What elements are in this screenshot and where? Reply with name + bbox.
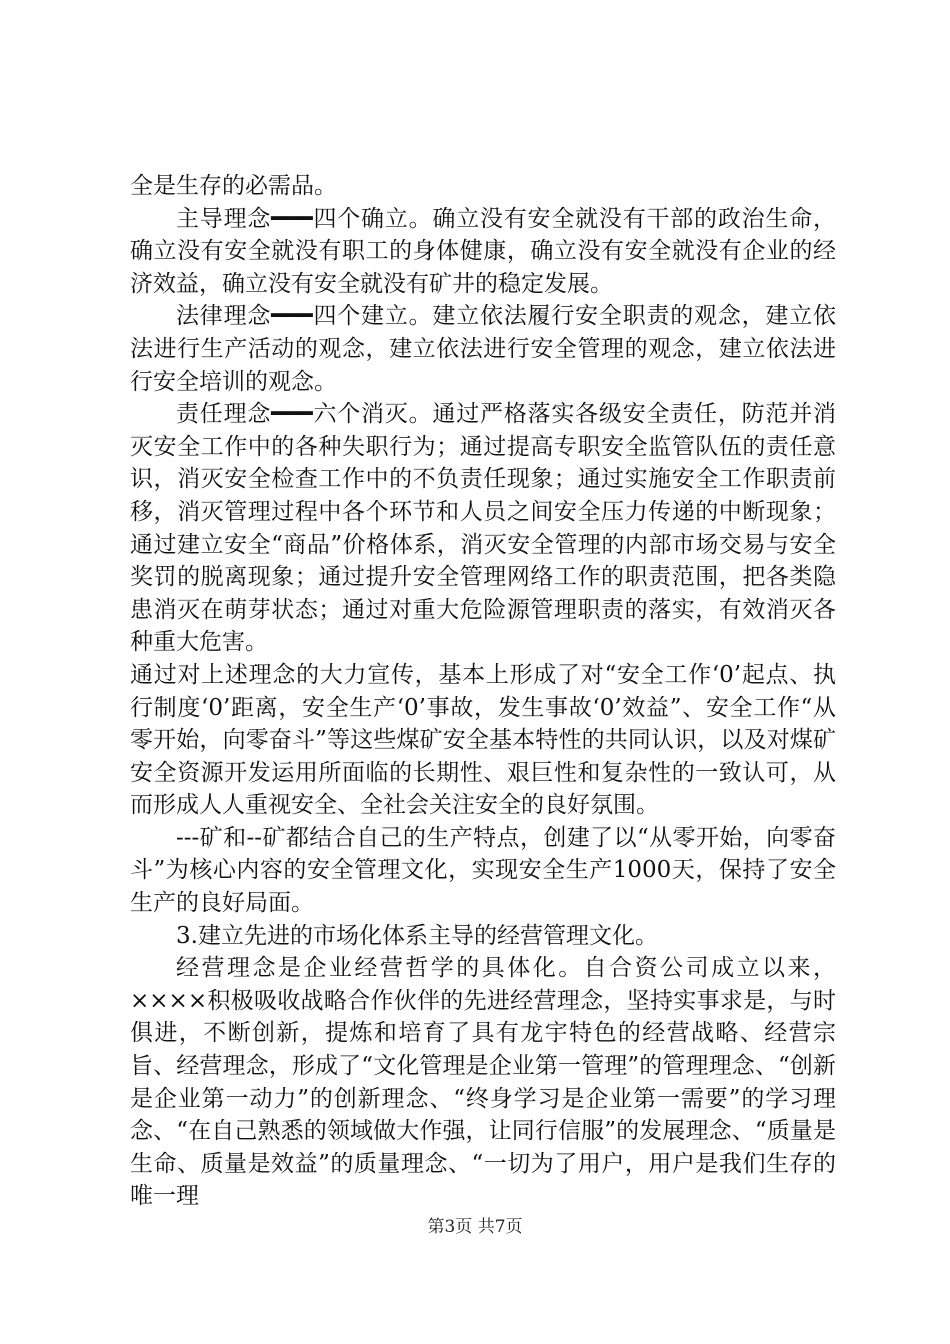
document-body <box>130 170 836 1213</box>
paragraph-8: 经营理念是企业经营哲学的具体化。自合资公司成立以来，××××积极吸收战略合作伙伴的先进经营理念，坚持实事求是，与时俱进，不断创新，提炼和培育了具有龙宇特色的经营战略、经营宗旨、经营理念，形成了“文化管理是企业第一管理”的管理理念、“创新是企业第一动力”的创新理念、“终身学习是企业第一需要”的学习理念、“在自己熟悉的领域做大作强，让同行信服”的发展理念、“质量是生命、质量是效益”的质量理念、“一切为了用户，用户是我们生存的唯一理 <box>130 955 836 1210</box>
paragraph-4: 责任理念━━━六个消灭。通过严格落实各级安全责任，防范并消灭安全工作中的各种失职行为；通过提高专职安全监管队伍的责任意识，消灭安全检查工作中的不负责任现象；通过实施安全工作职责前移，消灭管理过程中各个环节和人员之间安全压力传递的中断现象；通过建立安全“商品”价格体系，消灭安全管理的内部市场交易与安全奖罚的脱离现象；通过提升安全管理网络工作的职责范围，把各类隐患消灭在萌芽状态；通过对重大危险源管理职责的落实，有效消灭各种重大危害。 <box>130 401 836 656</box>
paragraph-1: 全是生存的必需品。 <box>130 173 337 199</box>
paragraph-5: 通过对上述理念的大力宣传，基本上形成了对“安全工作‘0’起点、执行制度‘0’距离，安全生产‘0’事故，发生事故‘0’效益”、安全工作“从零开始，向零奋斗”等这些煤矿安全基本特性的共同认识，以及对煤矿安全资源开发运用所面临的长期性、艰巨性和复杂性的一致认可，从而形成人人重视安全、全社会关注安全的良好氛围。 <box>130 661 836 819</box>
paragraph-3: 法律理念━━━四个建立。建立依法履行安全职责的观念，建立依法进行生产活动的观念，建立依法进行安全管理的观念，建立依法进行安全培训的观念。 <box>130 303 836 395</box>
paragraph-6: ---矿和--矿都结合自己的生产特点，创建了以“从零开始，向零奋斗”为核心内容的安全管理文化，实现安全生产1000天，保持了安全生产的良好局面。 <box>130 824 836 917</box>
paragraph-2: 主导理念━━━四个确立。确立没有安全就没有干部的政治生命，确立没有安全就没有职工的身体健康，确立没有安全就没有企业的经济效益，确立没有安全就没有矿井的稳定发展。 <box>130 205 836 297</box>
paragraph-7: 3.建立先进的市场化体系主导的经营管理文化。 <box>176 922 658 949</box>
page-footer: 第3页 共7页 <box>427 1217 523 1237</box>
